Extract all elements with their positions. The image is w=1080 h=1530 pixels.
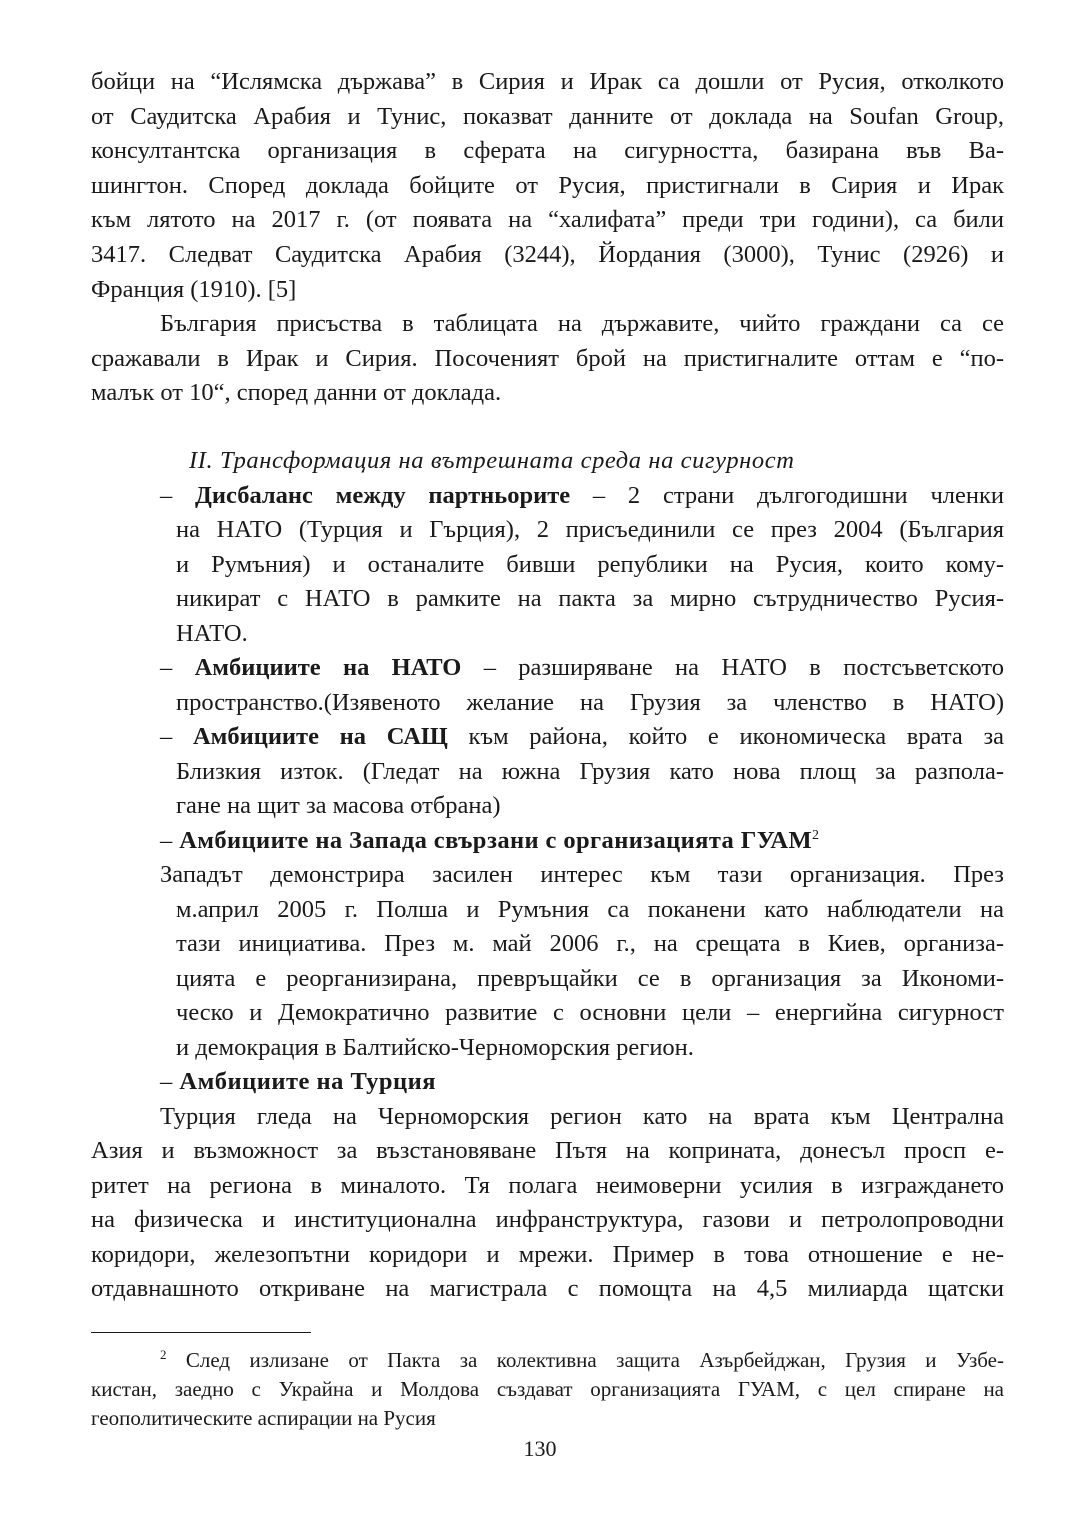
list-item: – Амбициите на Запада свързани с организацията ГУАМ$^2$ <box>160 827 820 854</box>
section-heading: II. Трансформация на вътрешната среда на сигурност <box>189 447 795 474</box>
text-line: 3417. Следват Саудитска Арабия (3244), Йордания (3000), Тунис (2926) и <box>91 241 1004 268</box>
footnote-number: 2 <box>160 1347 167 1362</box>
text-line: ческо и Демократично развитие с основни цели – енергийна сигурност <box>176 999 1004 1026</box>
bullet-title: Амбициите на Турция <box>179 1068 436 1095</box>
text-line: коридори, железопътни коридори и мрежи. Пример в това отношение е не- <box>91 1241 1004 1268</box>
bullet-title: Амбициите на НАТО <box>194 654 462 681</box>
text-line: Франция (1910). [5] <box>91 276 297 303</box>
text-line: малък от 10“, според данни от доклада. <box>91 379 502 406</box>
text-line: тази инициатива. През м. май 2006 г., на срещата в Киев, организа- <box>176 930 1004 957</box>
bullet-text: – разширяване на НАТО в постсъветското <box>461 654 1005 681</box>
bullet-title: Дисбаланс между партньорите <box>195 482 571 509</box>
bullet-text: – 2 страни дългогодишни членки <box>570 482 1004 509</box>
text-line: към лятото на 2017 г. (от появата на “халифата” преди три години), са били <box>91 206 1004 233</box>
text-line: и демокрация в Балтийско-Черноморския регион. <box>176 1034 694 1061</box>
list-item: – Амбициите на САЩ към района, който е икономическа врата за <box>160 723 1004 750</box>
text-line: никират с НАТО в рамките на пакта за мирно сътрудничество Русия- <box>176 585 1004 612</box>
bullet-title: Амбициите на Запада свързани с организацията ГУАМ <box>179 827 813 854</box>
text-line: цията е реорганизирана, превръщайки се в организация за Икономи- <box>176 965 1004 992</box>
text-line: отдавнашното откриване на магистрала с помощта на 4,5 милиарда щатски <box>91 1275 1004 1302</box>
footnote-divider <box>91 1332 311 1333</box>
text-line: сражавали в Ирак и Сирия. Посоченият брой на пристигналите оттам е “по- <box>91 345 1004 372</box>
text-line: консултантска организация в сферата на сигурността, базирана във Ва- <box>91 137 1004 164</box>
text-line: на НАТО (Турция и Гърция), 2 присъединили се през 2004 (България <box>176 516 1004 543</box>
text-line: Западът демонстрира засилен интерес към тази организация. През <box>160 861 1004 888</box>
page-number: 130 <box>523 1436 557 1461</box>
text-line: Азия и възможност за възстановяване Пътя на коприната, донесъл просп е- <box>91 1137 1004 1164</box>
footnote-text: След излизане от Пакта за колективна защита Азърбейджан, Грузия и Узбе- <box>166 1348 1004 1372</box>
text-line: от Саудитска Арабия и Тунис, показват данните от доклада на Soufan Group, <box>91 103 1004 130</box>
text-line: м.април 2005 г. Полша и Румъния са поканени като наблюдатели на <box>176 896 1004 923</box>
text-line: бойци на “Ислямска държава” в Сирия и Ирак са дошли от Русия, отколкото <box>91 68 1004 95</box>
text-line: на физическа и институционална инфранструктура, газови и петролопроводни <box>91 1206 1004 1233</box>
footnote-text: геополитическите аспирации на Русия <box>91 1406 436 1430</box>
text-line: Близкия изток. (Гледат на южна Грузия като нова площ за разпола- <box>176 758 1004 785</box>
text-line: и Румъния) и останалите бивши републики на Русия, които кому- <box>176 551 1004 578</box>
list-item: – Амбициите на Турция <box>160 1068 436 1095</box>
list-item: – Дисбаланс между партньорите – 2 страни дългогодишни членки <box>160 482 1004 509</box>
bullet-text: към района, който е икономическа врата за <box>447 723 1004 750</box>
bullet-title: Амбициите на САЩ <box>192 723 448 750</box>
footnote <box>160 1346 1004 1376</box>
text-line: гане на щит за масова отбрана) <box>176 792 501 819</box>
text-line: пространство.(Изявеното желание на Грузия за членство в НАТО) <box>176 689 1004 716</box>
text-line: шингтон. Според доклада бойците от Русия, пристигнали в Сирия и Ирак <box>91 172 1004 199</box>
text-line: НАТО. <box>176 620 248 647</box>
text-line: България присъства в таблицата на държавите, чийто граждани са се <box>160 310 1004 337</box>
text-line: Турция гледа на Черноморския регион като на врата към Централна <box>160 1103 1004 1130</box>
list-item: – Амбициите на НАТО – разширяване на НАТО в постсъветското <box>160 654 1005 681</box>
text-line: ритет на региона в миналото. Тя полага неимоверни усилия в изграждането <box>91 1172 1004 1199</box>
footnote-ref: 2 <box>812 828 820 843</box>
footnote-text: кистан, заедно с Украйна и Молдова създават организацията ГУАМ, с цел спиране на <box>91 1377 1004 1401</box>
